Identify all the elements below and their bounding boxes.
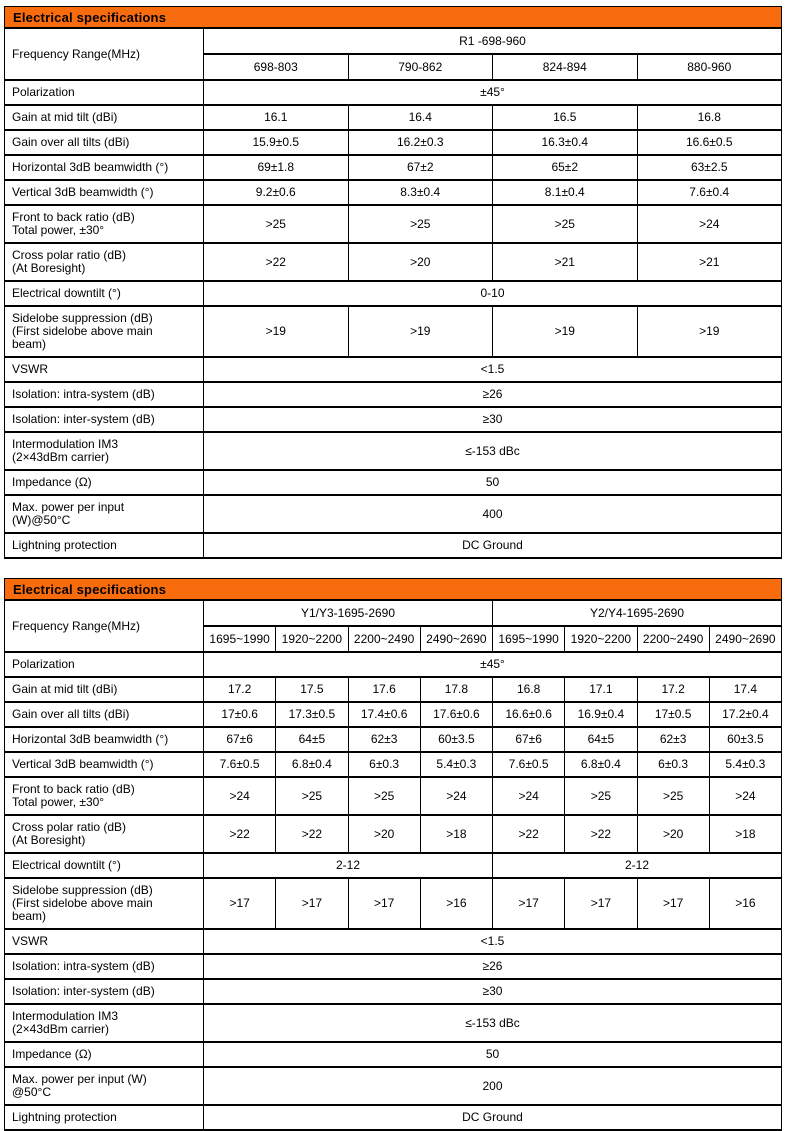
value-cell: 64±5 <box>276 727 348 752</box>
table-row <box>5 80 782 105</box>
value-cell: >22 <box>493 815 565 853</box>
table-row <box>5 929 782 954</box>
value-cell: 16.4 <box>348 105 493 130</box>
value-cell: 16.1 <box>204 105 349 130</box>
value-cell: <1.5 <box>204 357 782 382</box>
value-cell: 17.2±0.4 <box>709 702 781 727</box>
value-cell: >19 <box>204 306 349 357</box>
value-cell: >19 <box>348 306 493 357</box>
value-cell: 5.4±0.3 <box>420 752 492 777</box>
value-cell: 67±6 <box>493 727 565 752</box>
value-cell: 62±3 <box>637 727 709 752</box>
value-cell: 16.9±0.4 <box>565 702 637 727</box>
value-cell: >25 <box>348 205 493 243</box>
value-cell: >21 <box>637 243 782 281</box>
row-label: Polarization <box>5 80 204 105</box>
value-cell: 17.4±0.6 <box>348 702 420 727</box>
section-title-bar <box>4 578 782 599</box>
row-label: Cross polar ratio (dB) (At Boresight) <box>5 815 204 853</box>
table-row <box>5 652 782 677</box>
table-row <box>5 702 782 727</box>
row-label: Electrical downtilt (°) <box>5 853 204 878</box>
table-row <box>5 853 782 878</box>
table-row <box>5 130 782 155</box>
value-cell: <1.5 <box>204 929 782 954</box>
value-cell: >19 <box>637 306 782 357</box>
value-cell: 17.4 <box>709 677 781 702</box>
value-cell: 2-12 <box>204 853 493 878</box>
table-row <box>5 1105 782 1130</box>
value-cell: 67±6 <box>204 727 276 752</box>
band-subcol-header: 824-894 <box>493 54 638 80</box>
value-cell: >22 <box>565 815 637 853</box>
value-cell: 6.8±0.4 <box>276 752 348 777</box>
band-subcol-header: 1695~1990 <box>493 626 565 652</box>
band-subcol-header: 1920~2200 <box>565 626 637 652</box>
band-subcol-header: 1695~1990 <box>204 626 276 652</box>
band-subcol-header: 2200~2490 <box>348 626 420 652</box>
value-cell: 69±1.8 <box>204 155 349 180</box>
value-cell: 17.8 <box>420 677 492 702</box>
value-cell: >25 <box>637 777 709 815</box>
frequency-range-label: Frequency Range(MHz) <box>5 600 204 652</box>
band-subcol-header: 2200~2490 <box>637 626 709 652</box>
value-cell: >24 <box>493 777 565 815</box>
row-label: Lightning protection <box>5 1105 204 1130</box>
table-row <box>5 979 782 1004</box>
value-cell: >16 <box>709 878 781 929</box>
value-cell: 7.6±0.4 <box>637 180 782 205</box>
row-label: Horizontal 3dB beamwidth (°) <box>5 155 204 180</box>
table-row <box>5 470 782 495</box>
row-label: VSWR <box>5 929 204 954</box>
table-row <box>5 180 782 205</box>
value-cell: 63±2.5 <box>637 155 782 180</box>
band-subcol-header: 880-960 <box>637 54 782 80</box>
band-subcol-header: 698-803 <box>204 54 349 80</box>
value-cell: ≤-153 dBc <box>204 1004 782 1042</box>
row-label: Vertical 3dB beamwidth (°) <box>5 752 204 777</box>
table-row <box>5 1042 782 1067</box>
table-row <box>5 677 782 702</box>
frequency-range-label: Frequency Range(MHz) <box>5 28 204 80</box>
value-cell: ≥30 <box>204 979 782 1004</box>
value-cell: ≥26 <box>204 382 782 407</box>
table-row <box>5 382 782 407</box>
value-cell: >22 <box>204 243 349 281</box>
table-row <box>5 954 782 979</box>
value-cell: 2-12 <box>493 853 782 878</box>
value-cell: >22 <box>276 815 348 853</box>
table-row <box>5 495 782 533</box>
section-title: Electrical specifications <box>13 9 167 25</box>
value-cell: DC Ground <box>204 1105 782 1130</box>
value-cell: >24 <box>204 777 276 815</box>
table-row <box>5 432 782 470</box>
value-cell: 16.8 <box>493 677 565 702</box>
band-subcol-header: 2490~2690 <box>420 626 492 652</box>
value-cell: 60±3.5 <box>420 727 492 752</box>
value-cell: 17.2 <box>637 677 709 702</box>
value-cell: >22 <box>204 815 276 853</box>
band-subcol-header: 790-862 <box>348 54 493 80</box>
value-cell: DC Ground <box>204 533 782 558</box>
value-cell: ≥30 <box>204 407 782 432</box>
table-row <box>5 155 782 180</box>
value-cell: 60±3.5 <box>709 727 781 752</box>
table-row <box>5 357 782 382</box>
table-row <box>5 407 782 432</box>
value-cell: 6.8±0.4 <box>565 752 637 777</box>
value-cell: 16.6±0.5 <box>637 130 782 155</box>
value-cell: ≤-153 dBc <box>204 432 782 470</box>
value-cell: 0-10 <box>204 281 782 306</box>
value-cell: 17.6±0.6 <box>420 702 492 727</box>
value-cell: >24 <box>709 777 781 815</box>
electrical-specs-section-high-band <box>4 578 782 1131</box>
row-label: Gain at mid tilt (dBi) <box>5 677 204 702</box>
value-cell: 50 <box>204 1042 782 1067</box>
value-cell: >17 <box>565 878 637 929</box>
value-cell: 6±0.3 <box>637 752 709 777</box>
table-row <box>5 815 782 853</box>
value-cell: >25 <box>565 777 637 815</box>
value-cell: 17.3±0.5 <box>276 702 348 727</box>
row-label: Impedance (Ω) <box>5 1042 204 1067</box>
electrical-specs-section-low-band <box>4 6 782 559</box>
value-cell: 400 <box>204 495 782 533</box>
table-row <box>5 533 782 558</box>
value-cell: 200 <box>204 1067 782 1105</box>
value-cell: 17.1 <box>565 677 637 702</box>
value-cell: >25 <box>204 205 349 243</box>
table-row <box>5 281 782 306</box>
row-label: Max. power per input (W)@50°C <box>5 495 204 533</box>
value-cell: >17 <box>348 878 420 929</box>
value-cell: 9.2±0.6 <box>204 180 349 205</box>
value-cell: ≥26 <box>204 954 782 979</box>
row-label: Impedance (Ω) <box>5 470 204 495</box>
value-cell: 50 <box>204 470 782 495</box>
value-cell: 8.1±0.4 <box>493 180 638 205</box>
electrical-specs-table <box>4 27 782 559</box>
band-subcol-header: 2490~2690 <box>709 626 781 652</box>
value-cell: 5.4±0.3 <box>709 752 781 777</box>
table-row <box>5 105 782 130</box>
value-cell: ±45° <box>204 652 782 677</box>
band-group-header: Y2/Y4-1695-2690 <box>493 600 782 626</box>
value-cell: >24 <box>637 205 782 243</box>
value-cell: >20 <box>348 243 493 281</box>
value-cell: 16.3±0.4 <box>493 130 638 155</box>
value-cell: >17 <box>493 878 565 929</box>
band-subcol-header: 1920~2200 <box>276 626 348 652</box>
table-row <box>5 878 782 929</box>
value-cell: >18 <box>420 815 492 853</box>
value-cell: 7.6±0.5 <box>493 752 565 777</box>
row-label: Gain over all tilts (dBi) <box>5 130 204 155</box>
value-cell: 16.8 <box>637 105 782 130</box>
value-cell: 16.6±0.6 <box>493 702 565 727</box>
value-cell: 16.2±0.3 <box>348 130 493 155</box>
section-title: Electrical specifications <box>13 581 167 597</box>
table-row <box>5 1004 782 1042</box>
table-row <box>5 1067 782 1105</box>
value-cell: 17.6 <box>348 677 420 702</box>
section-title-bar <box>4 6 782 27</box>
row-label: VSWR <box>5 357 204 382</box>
value-cell: 17±0.6 <box>204 702 276 727</box>
row-label: Sidelobe suppression (dB) (First sidelobe above main beam) <box>5 306 204 357</box>
row-label: Intermodulation IM3 (2×43dBm carrier) <box>5 432 204 470</box>
electrical-specs-table <box>4 599 782 1131</box>
table-row <box>5 243 782 281</box>
value-cell: >18 <box>709 815 781 853</box>
row-label: Max. power per input (W) @50°C <box>5 1067 204 1105</box>
row-label: Sidelobe suppression (dB) (First sidelobe above main beam) <box>5 878 204 929</box>
row-label: Horizontal 3dB beamwidth (°) <box>5 727 204 752</box>
value-cell: >25 <box>348 777 420 815</box>
value-cell: >25 <box>276 777 348 815</box>
band-group-header: Y1/Y3-1695-2690 <box>204 600 493 626</box>
value-cell: >17 <box>637 878 709 929</box>
row-label: Gain over all tilts (dBi) <box>5 702 204 727</box>
value-cell: 17.5 <box>276 677 348 702</box>
value-cell: 62±3 <box>348 727 420 752</box>
value-cell: >17 <box>204 878 276 929</box>
value-cell: 6±0.3 <box>348 752 420 777</box>
row-label: Vertical 3dB beamwidth (°) <box>5 180 204 205</box>
value-cell: 17.2 <box>204 677 276 702</box>
table-row <box>5 727 782 752</box>
row-label: Isolation: intra-system (dB) <box>5 954 204 979</box>
value-cell: ±45° <box>204 80 782 105</box>
value-cell: 67±2 <box>348 155 493 180</box>
row-label: Lightning protection <box>5 533 204 558</box>
value-cell: >20 <box>348 815 420 853</box>
row-label: Front to back ratio (dB) Total power, ±30° <box>5 205 204 243</box>
value-cell: >17 <box>276 878 348 929</box>
value-cell: >20 <box>637 815 709 853</box>
row-label: Cross polar ratio (dB) (At Boresight) <box>5 243 204 281</box>
value-cell: 64±5 <box>565 727 637 752</box>
value-cell: 8.3±0.4 <box>348 180 493 205</box>
value-cell: >21 <box>493 243 638 281</box>
value-cell: >16 <box>420 878 492 929</box>
row-label: Isolation: inter-system (dB) <box>5 979 204 1004</box>
value-cell: 65±2 <box>493 155 638 180</box>
value-cell: 16.5 <box>493 105 638 130</box>
table-row <box>5 205 782 243</box>
row-label: Electrical downtilt (°) <box>5 281 204 306</box>
row-label: Isolation: intra-system (dB) <box>5 382 204 407</box>
value-cell: >25 <box>493 205 638 243</box>
table-row <box>5 306 782 357</box>
row-label: Intermodulation IM3 (2×43dBm carrier) <box>5 1004 204 1042</box>
table-row <box>5 777 782 815</box>
band-group-header: R1 -698-960 <box>204 28 782 54</box>
value-cell: >24 <box>420 777 492 815</box>
value-cell: 17±0.5 <box>637 702 709 727</box>
table-row <box>5 752 782 777</box>
row-label: Polarization <box>5 652 204 677</box>
value-cell: 7.6±0.5 <box>204 752 276 777</box>
value-cell: 15.9±0.5 <box>204 130 349 155</box>
row-label: Front to back ratio (dB) Total power, ±30° <box>5 777 204 815</box>
value-cell: >19 <box>493 306 638 357</box>
row-label: Gain at mid tilt (dBi) <box>5 105 204 130</box>
row-label: Isolation: inter-system (dB) <box>5 407 204 432</box>
